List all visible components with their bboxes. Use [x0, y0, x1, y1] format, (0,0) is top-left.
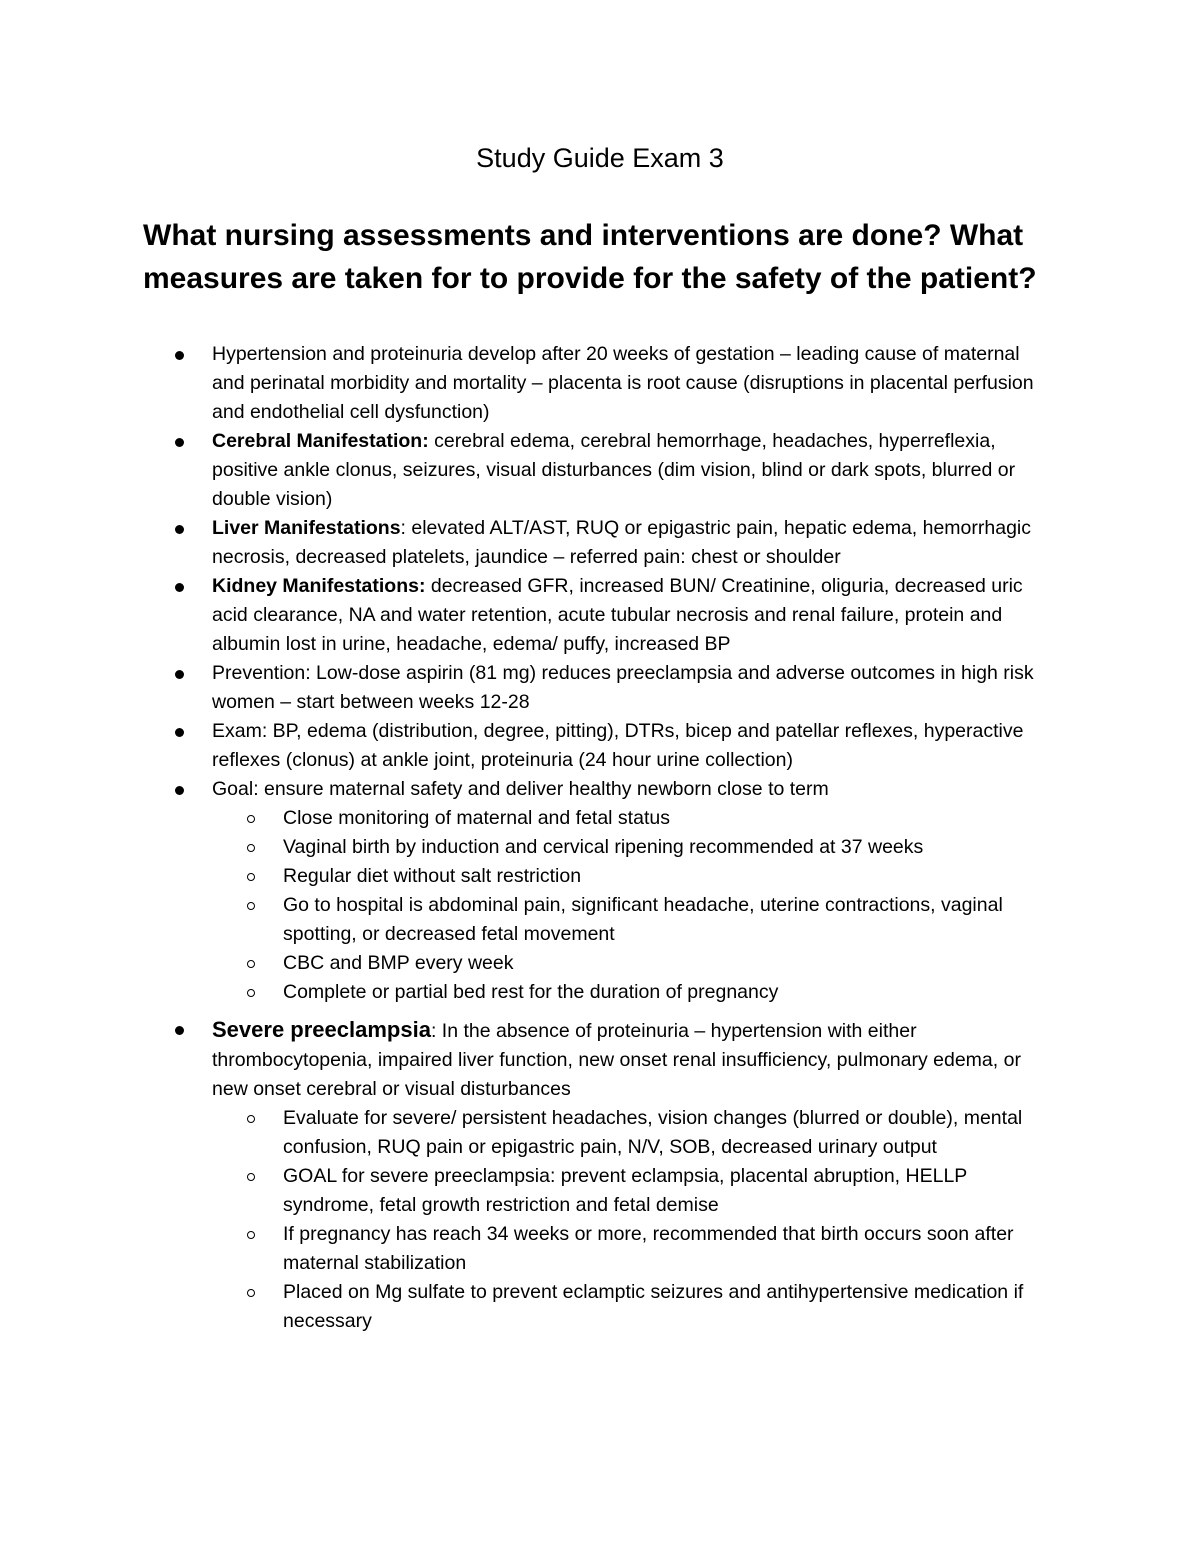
sub-item-text: Go to hospital is abdominal pain, significant headache, uterine contractions, vaginal spotting, or decreased fetal movement — [283, 894, 1003, 945]
sub-list-item — [0, 1162, 1053, 1220]
circle-bullet-icon — [247, 960, 255, 968]
sub-item-text: GOAL for severe preeclampsia: prevent eclampsia, placental abruption, HELLP syndrome, fetal growth restriction and fetal demise — [283, 1165, 967, 1216]
circle-bullet-icon — [247, 1173, 255, 1181]
list-item — [0, 659, 1052, 717]
circle-bullet-icon — [247, 1231, 255, 1239]
circle-bullet-icon — [247, 873, 255, 881]
sub-list-item — [0, 978, 1053, 1007]
item-text: decreased GFR, increased BUN/ Creatinine, oliguria, decreased uric acid clearance, NA and water retention, acute tubular necrosis and renal failure, protein and albumin lost in urine, headache, edema/ puffy, increased BP — [212, 575, 1023, 655]
item-label: Kidney Manifestations: — [212, 575, 426, 597]
sub-list-item — [0, 1220, 1053, 1278]
circle-bullet-icon — [247, 902, 255, 910]
sub-item-text: If pregnancy has reach 34 weeks or more, recommended that birth occurs soon after maternal stabilization — [283, 1223, 1014, 1274]
sub-item-text: Placed on Mg sulfate to prevent eclamptic seizures and antihypertensive medication if necessary — [283, 1281, 1024, 1332]
circle-bullet-icon — [247, 989, 255, 997]
sub-item-text: CBC and BMP every week — [283, 952, 514, 974]
bullet-icon — [175, 1026, 184, 1035]
item-text: : In the absence of proteinuria – hypertension with either thrombocytopenia, impaired liver function, new onset renal insufficiency, pulmonary edema, or new onset cerebral or visual disturbances — [212, 1020, 1021, 1100]
sub-list-item — [0, 1278, 1053, 1336]
item-text: : elevated ALT/AST, RUQ or epigastric pain, hepatic edema, hemorrhagic necrosis, decreased platelets, jaundice – referred pain: chest or shoulder — [212, 517, 1032, 568]
sub-item-text: Close monitoring of maternal and fetal status — [283, 807, 670, 829]
list-item — [0, 775, 1052, 804]
item-text: Prevention: Low-dose aspirin (81 mg) reduces preeclampsia and adverse outcomes in high risk women – start between weeks 12-28 — [212, 662, 1034, 713]
list-item — [0, 514, 1052, 572]
bullet-icon — [175, 525, 184, 534]
bullet-icon — [175, 583, 184, 592]
sub-item-text: Regular diet without salt restriction — [283, 865, 582, 887]
list-item — [0, 717, 1052, 775]
bullet-icon — [175, 786, 184, 795]
bullet-icon — [175, 728, 184, 737]
list-item — [0, 340, 1052, 427]
section-heading: What nursing assessments and interventions are done? What measures are taken for to provide for the safety of the patient? — [143, 219, 1037, 295]
sub-list-item — [0, 891, 1053, 949]
list-item — [0, 572, 1052, 659]
sub-list-item — [0, 862, 1053, 891]
bullet-icon — [175, 670, 184, 679]
item-label: Cerebral Manifestation: — [212, 430, 429, 452]
bullet-list — [0, 340, 1200, 1336]
item-label: Severe preeclampsia — [212, 1017, 431, 1042]
document-title: Study Guide Exam 3 — [476, 143, 724, 173]
circle-bullet-icon — [247, 844, 255, 852]
sub-item-text: Evaluate for severe/ persistent headaches, vision changes (blurred or double), mental confusion, RUQ pain or epigastric pain, N/V, SOB, decreased urinary output — [283, 1107, 1023, 1158]
bullet-icon — [175, 351, 184, 360]
sub-item-text: Complete or partial bed rest for the duration of pregnancy — [283, 981, 779, 1003]
item-text: Hypertension and proteinuria develop after 20 weeks of gestation – leading cause of maternal and perinatal morbidity and mortality – placenta is root cause (disruptions in placental perfusion and endothelial cell dysfunction) — [212, 343, 1034, 423]
sub-list-item — [0, 833, 1053, 862]
item-text: Goal: ensure maternal safety and deliver healthy newborn close to term — [212, 778, 829, 800]
item-text: Exam: BP, edema (distribution, degree, pitting), DTRs, bicep and patellar reflexes, hyperactive reflexes (clonus) at ankle joint, proteinuria (24 hour urine collection) — [212, 720, 1024, 771]
list-item-severe — [0, 1015, 1052, 1104]
sub-list-item — [0, 804, 1053, 833]
circle-bullet-icon — [247, 1115, 255, 1123]
item-text: cerebral edema, cerebral hemorrhage, headaches, hyperreflexia, positive ankle clonus, seizures, visual disturbances (dim vision, blind or dark spots, blurred or double vision) — [212, 430, 1016, 510]
sub-list-item — [0, 1104, 1053, 1162]
sub-item-text: Vaginal birth by induction and cervical ripening recommended at 37 weeks — [283, 836, 924, 858]
list-item — [0, 427, 1052, 514]
circle-bullet-icon — [247, 815, 255, 823]
item-label: Liver Manifestations — [212, 517, 401, 539]
circle-bullet-icon — [247, 1289, 255, 1297]
bullet-icon — [175, 438, 184, 447]
sub-list-item — [0, 949, 1053, 978]
